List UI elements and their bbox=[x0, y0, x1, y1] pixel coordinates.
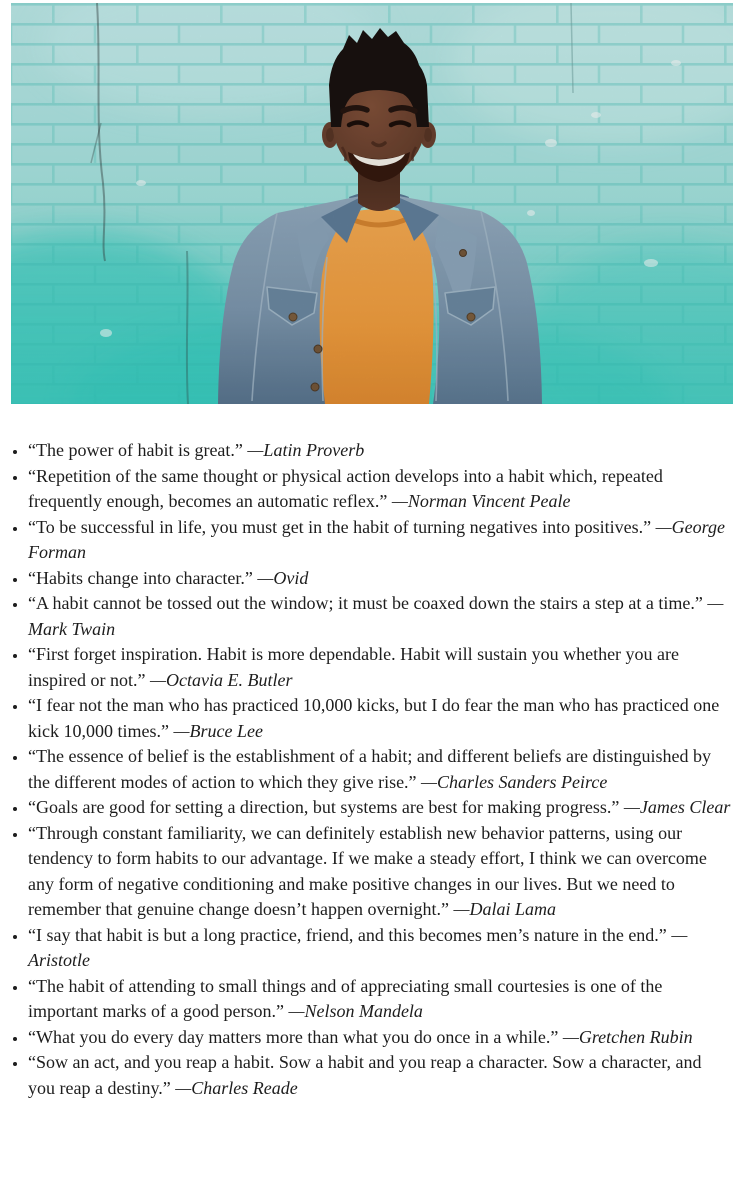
quote-item bbox=[28, 1025, 732, 1051]
quote-text: “Repetition of the same thought or physical action develops into a habit which, repeated frequently enough, becomes an automatic reflex.” bbox=[28, 465, 663, 511]
quote-item bbox=[28, 566, 732, 592]
quote-attribution: —Latin Proverb bbox=[247, 440, 365, 460]
article-content bbox=[0, 3, 742, 1101]
quote-item bbox=[28, 438, 732, 464]
quote-item bbox=[28, 642, 732, 693]
quote-text: “First forget inspiration. Habit is more dependable. Habit will sustain you whether you are inspired or not.” bbox=[28, 644, 680, 690]
quote-item bbox=[28, 821, 732, 923]
quote-text: “The power of habit is great.” bbox=[28, 440, 243, 460]
quote-text: “A habit cannot be tossed out the window; it must be coaxed down the stairs a step at a time.” bbox=[28, 593, 703, 613]
quote-attribution: —Nelson Mandela bbox=[288, 1001, 423, 1021]
quote-attribution: —Bruce Lee bbox=[173, 720, 263, 741]
article-photo bbox=[11, 3, 733, 404]
quote-text: “I say that habit is but a long practice, friend, and this becomes men’s nature in the end.” bbox=[28, 924, 667, 945]
quote-attribution: —Mark Twain bbox=[28, 593, 724, 639]
quote-item bbox=[28, 464, 732, 515]
quote-text: “I fear not the man who has practiced 10,000 kicks, but I do fear the man who has practiced one kick 10,000 times.” bbox=[28, 695, 720, 741]
quote-item bbox=[28, 515, 732, 566]
quote-item bbox=[28, 923, 732, 974]
quote-attribution: —George Forman bbox=[28, 516, 725, 562]
quote-attribution: —Gretchen Rubin bbox=[562, 1026, 693, 1047]
quote-attribution: —James Clear bbox=[623, 797, 731, 817]
quote-item bbox=[28, 1050, 732, 1101]
quote-text: “To be successful in life, you must get in the habit of turning negatives into positives.” bbox=[28, 516, 652, 537]
quote-attribution: —Charles Sanders Peirce bbox=[421, 771, 608, 792]
quote-attribution: —Ovid bbox=[257, 567, 309, 588]
quote-item bbox=[28, 693, 732, 744]
quote-text: “Goals are good for setting a direction, but systems are best for making progress.” bbox=[28, 797, 620, 817]
quote-text: “Habits change into character.” bbox=[28, 567, 253, 588]
quote-item bbox=[28, 974, 732, 1025]
quote-list bbox=[11, 438, 732, 1101]
quote-text: “Sow an act, and you reap a habit. Sow a habit and you reap a character. Sow a character, and you reap a destiny.” bbox=[28, 1052, 702, 1098]
quote-text: “The habit of attending to small things and of appreciating small courtesies is one of the important marks of a good person.” bbox=[28, 975, 663, 1021]
page bbox=[0, 3, 742, 1196]
quote-attribution: —Charles Reade bbox=[175, 1077, 298, 1098]
photo-grain bbox=[11, 3, 733, 404]
quote-attribution: —Norman Vincent Peale bbox=[391, 491, 571, 511]
quote-item bbox=[28, 744, 732, 795]
quote-attribution: —Dalai Lama bbox=[453, 899, 557, 919]
quote-text: “What you do every day matters more than what you do once in a while.” bbox=[28, 1026, 559, 1047]
quote-text: “The essence of belief is the establishment of a habit; and different beliefs are distinguished by the different modes of action to which they give rise.” bbox=[28, 746, 711, 792]
quote-text: “Through constant familiarity, we can definitely establish new behavior patterns, using our tendency to form habits to our advantage. If we make a steady effort, I think we can overcome any form of negative conditioning and make positive changes in our lives. But we need to remember that genuine change doesn’t happen overnight.” bbox=[28, 822, 707, 919]
quote-item bbox=[28, 591, 732, 642]
quote-attribution: —Aristotle bbox=[28, 924, 688, 970]
quote-item bbox=[28, 795, 732, 821]
photo-illustration bbox=[11, 3, 733, 404]
quote-attribution: —Octavia E. Butler bbox=[149, 669, 293, 690]
